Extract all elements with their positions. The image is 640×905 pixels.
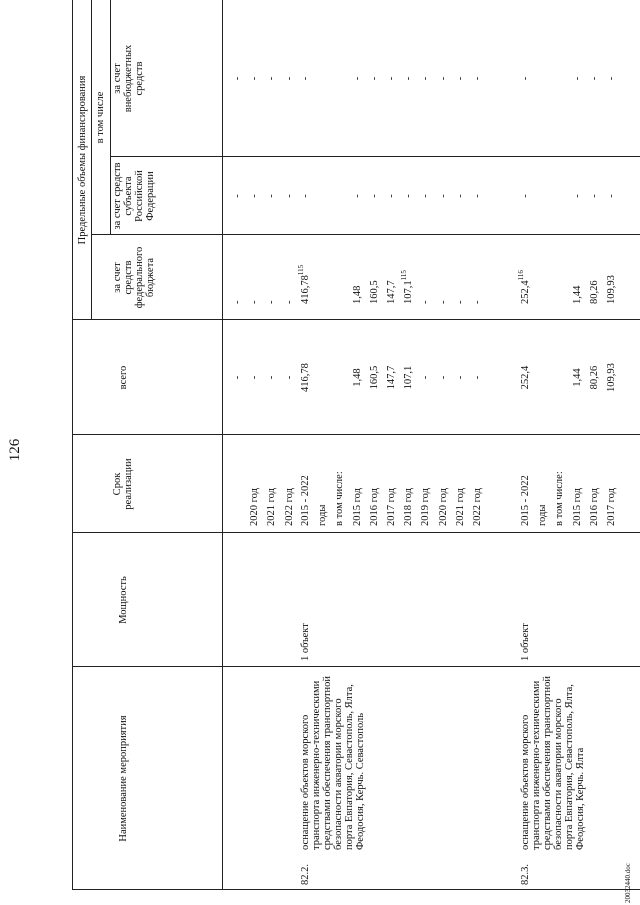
item-0-row-3-extra: -: [351, 76, 363, 81]
top-row-3-year: 2022 год: [283, 488, 295, 526]
col-border-federal: [91, 234, 640, 235]
item-0-row-8-total: -: [437, 375, 449, 380]
header-bottom-rule: [222, 0, 223, 890]
top-row-0-total: -: [232, 375, 243, 380]
header-extra: за счет внебюджетных средств: [112, 44, 145, 113]
item-1-row-5-federal: 109,93: [606, 275, 617, 304]
header-term: Срок реализации: [112, 458, 134, 510]
item-0-row-8-year: 2020 год: [437, 488, 449, 526]
item-1-row-0-subject: -: [520, 194, 531, 198]
item-0-row-1-year: годы: [317, 504, 329, 526]
top-row-2-federal: -: [266, 300, 278, 304]
item-0-row-9-year: 2021 год: [454, 488, 466, 526]
item-0-row-0-federal: 416,78$^{115}$: [297, 264, 311, 304]
item-0-row-4-total: 160,5: [368, 365, 380, 390]
item-0-row-5-federal: 147,7: [386, 280, 397, 304]
footer-filename: 20032440.doc: [624, 863, 632, 903]
item-0-row-10-year: 2022 год: [472, 488, 483, 526]
item-1-row-5-total: 109,93: [606, 363, 617, 392]
item-1-row-5-extra: -: [606, 76, 617, 81]
item-1-row-0-year: 2015 - 2022: [520, 475, 531, 526]
top-row-3-subject: -: [283, 194, 295, 198]
item-1-row-1-year: годы: [537, 504, 549, 526]
item-0-row-5-subject: -: [386, 194, 397, 198]
item-0-row-8-federal: -: [437, 300, 449, 304]
item-1-row-2-year: в том числе:: [554, 471, 566, 526]
item-0-row-7-subject: -: [420, 194, 432, 198]
item-0-row-10-total: -: [472, 375, 483, 380]
item-0-row-5-total: 147,7: [386, 365, 397, 390]
item-0-row-5-extra: -: [386, 76, 397, 81]
item-0-row-3-subject: -: [351, 194, 363, 198]
item-0-row-7-federal: -: [420, 300, 432, 304]
item-0-row-4-subject: -: [368, 194, 380, 198]
item-0-row-3-year: 2015 год: [351, 488, 363, 526]
item-0-row-6-subject: -: [403, 194, 415, 198]
item-0-row-9-subject: -: [454, 194, 466, 198]
item-0-row-7-extra: -: [420, 76, 432, 81]
item-1-row-3-total: 1,44: [571, 368, 583, 387]
item-1-row-5-year: 2017 год: [606, 488, 617, 526]
item-0-row-0-total: 416,78: [300, 363, 311, 392]
item-description: оснащение объектов морского транспорта инженерно-техническими средствами обеспечения транспортной безопасности акватории морского порта Евпатория, Севастополь, Ялта, Феодосия, Керчь. Ялта: [520, 675, 586, 850]
top-row-1-federal: -: [249, 300, 261, 304]
item-0-row-0-subject: -: [300, 194, 311, 198]
item-1-row-4-total: 80,26: [588, 365, 600, 390]
item-0-row-8-extra: -: [437, 76, 449, 81]
top-row-2-year: 2021 год: [266, 488, 278, 526]
item-1-row-4-federal: 80,26: [588, 280, 600, 304]
item-0-row-5-year: 2017 год: [386, 488, 397, 526]
top-row-3-extra: -: [283, 76, 295, 81]
item-number: 82.2.: [300, 864, 311, 885]
including-rule: [110, 0, 111, 235]
item-1-row-0-federal: 252,4$^{116}$: [517, 270, 531, 304]
item-0-row-6-year: 2018 год: [403, 488, 415, 526]
item-0-row-4-year: 2016 год: [368, 488, 380, 526]
item-1-row-3-extra: -: [571, 76, 583, 81]
item-1-row-4-subject: -: [588, 194, 600, 198]
item-0-row-3-total: 1,48: [351, 368, 363, 387]
item-1-row-0-extra: -: [520, 76, 531, 81]
item-number: 82.3.: [520, 864, 531, 885]
top-row-2-subject: -: [266, 194, 278, 198]
header-federal: за счет средств федерального бюджета: [112, 246, 156, 309]
item-0-row-9-federal: -: [454, 300, 466, 304]
header-name: Наименование мероприятия: [118, 715, 129, 842]
table-top-rule: [72, 0, 73, 890]
item-0-row-10-extra: -: [472, 76, 483, 81]
item-1-row-4-extra: -: [588, 76, 600, 81]
item-0-row-4-extra: -: [368, 76, 380, 81]
item-0-row-0-year: 2015 - 2022: [300, 475, 311, 526]
item-1-row-3-year: 2015 год: [571, 488, 583, 526]
item-0-row-2-year: в том числе:: [334, 471, 346, 526]
top-row-3-total: -: [283, 375, 295, 380]
item-0-row-10-subject: -: [472, 194, 483, 198]
col-border-left: [72, 889, 640, 890]
footnote-ref: 115: [297, 264, 305, 276]
top-row-1-extra: -: [249, 76, 261, 81]
top-row-3-federal: -: [283, 300, 295, 304]
item-capacity: 1 объект: [520, 623, 531, 661]
top-row-2-total: -: [266, 375, 278, 380]
item-0-row-6-total: 107,1: [403, 365, 415, 390]
item-1-row-5-subject: -: [606, 194, 617, 198]
top-row-0-subject: -: [232, 194, 243, 198]
header-including: в том числе: [95, 91, 106, 144]
funding-title-rule: [91, 0, 92, 320]
header-subject: за счет средств субъекта Российской Федерации: [112, 162, 156, 230]
item-0-row-9-total: -: [454, 375, 466, 380]
footnote-ref: 116: [517, 270, 525, 281]
item-1-row-0-total: 252,4: [520, 365, 531, 390]
item-0-row-6-federal: 107,1$^{115}$: [400, 270, 415, 304]
item-0-row-0-extra: -: [300, 76, 311, 81]
item-1-row-3-federal: 1,44: [571, 285, 583, 304]
item-0-row-4-federal: 160,5: [368, 280, 380, 304]
item-description: оснащение объектов морского транспорта инженерно-техническими средствами обеспечения транспортной безопасности акватории морского порта Евпатория, Севастополь, Ялта, Феодосия, Керчь. Севастополь: [300, 675, 366, 850]
top-row-1-total: -: [249, 375, 261, 380]
item-1-row-3-subject: -: [571, 194, 583, 198]
col-border-capacity: [72, 532, 640, 533]
top-row-0-extra: -: [232, 76, 243, 81]
item-0-row-6-extra: -: [403, 76, 415, 81]
item-0-row-9-extra: -: [454, 76, 466, 81]
top-row-1-subject: -: [249, 194, 261, 198]
item-capacity: 1 объект: [300, 623, 311, 661]
top-row-0-federal: -: [232, 300, 243, 304]
header-total: всего: [118, 365, 129, 390]
item-1-row-4-year: 2016 год: [588, 488, 600, 526]
page-number: 126: [7, 438, 23, 462]
top-row-2-extra: -: [266, 76, 278, 81]
item-0-row-3-federal: 1,48: [351, 285, 363, 304]
header-capacity: Мощность: [118, 576, 129, 624]
item-0-row-7-year: 2019 год: [420, 488, 432, 526]
col-border-name: [72, 666, 640, 667]
top-row-1-year: 2020 год: [249, 488, 261, 526]
item-0-row-8-subject: -: [437, 194, 449, 198]
item-0-row-10-federal: -: [472, 300, 483, 304]
header-funding: Предельные объемы финансирования: [77, 75, 88, 245]
footnote-ref: 115: [400, 270, 409, 281]
item-0-row-7-total: -: [420, 375, 432, 380]
